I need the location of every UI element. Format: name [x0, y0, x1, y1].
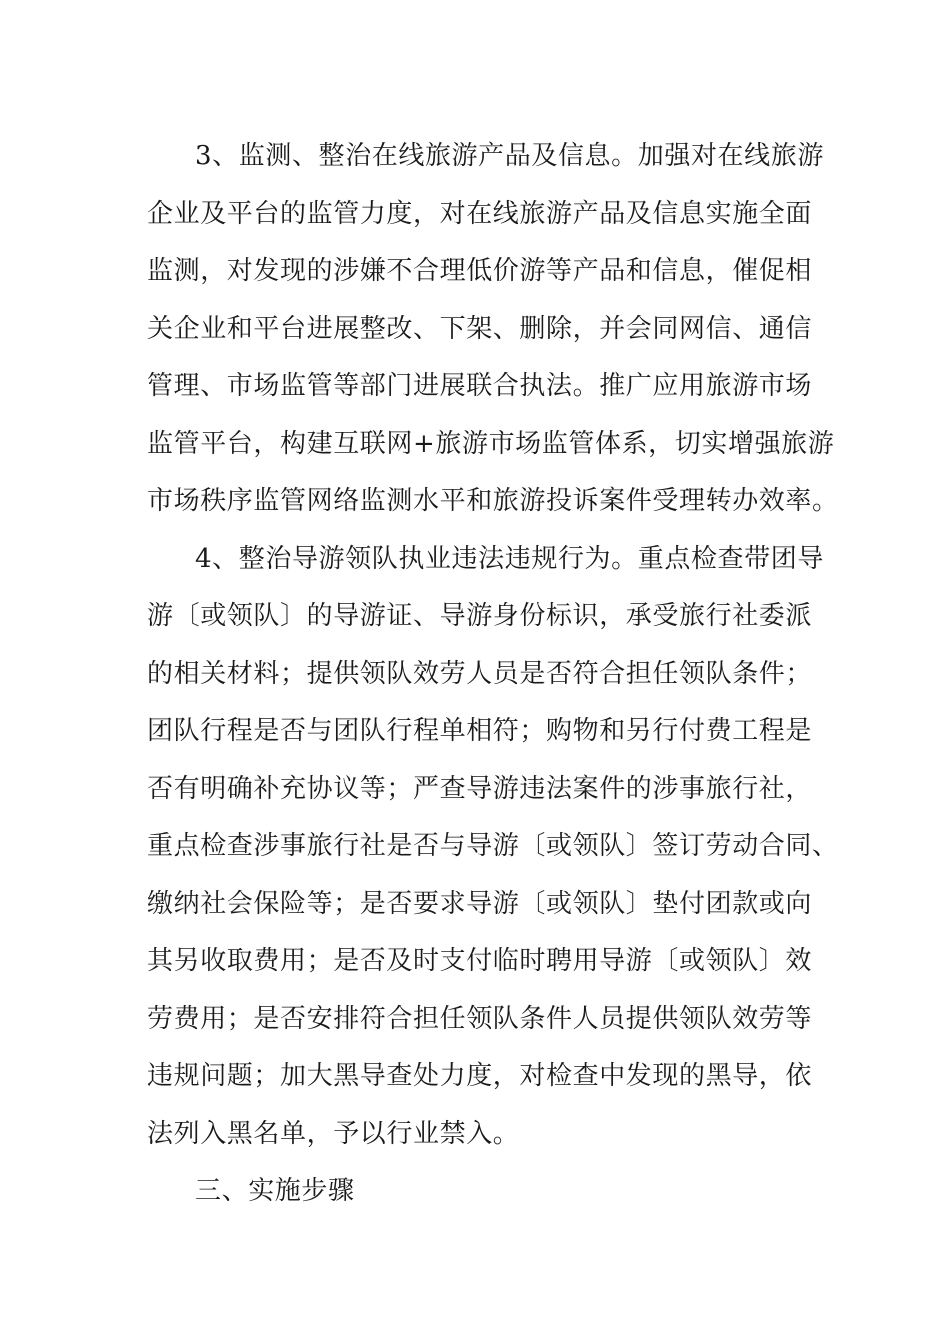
- paragraph-3-line-4: 关企业和平台进展整改、下架、删除，并会同网信、通信: [147, 313, 813, 344]
- paragraph-4-line-11: 法列入黑名单，予以行业禁入。: [147, 1118, 520, 1149]
- paragraph-3-line-5: 管理、市场监管等部门进展联合执法。推广应用旅游市场: [147, 371, 813, 401]
- paragraph-4-line-5: 否有明确补充协议等；严查导游违法案件的涉事旅行社，: [147, 773, 813, 804]
- paragraph-4-line-8: 其另收取费用；是否及时支付临时聘用导游〔或领队〕效: [147, 946, 813, 976]
- paragraph-3-line-1: 3、监测、整治在线旅游产品及信息。加强对在线旅游: [195, 141, 824, 171]
- paragraph-4-line-6: 重点检查涉事旅行社是否与导游〔或领队〕签订劳动合同、: [147, 831, 839, 861]
- paragraph-3-line-2: 企业及平台的监管力度，对在线旅游产品及信息实施全面: [147, 198, 813, 229]
- paragraph-4-line-9: 劳费用；是否安排符合担任领队条件人员提供领队效劳等: [147, 1003, 813, 1034]
- section-heading-implementation-steps: 三、实施步骤: [195, 1176, 355, 1206]
- paragraph-4-line-1: 4、整治导游领队执业违法违规行为。重点检查带团导: [195, 543, 824, 574]
- paragraph-4-line-7: 缴纳社会保险等；是否要求导游〔或领队〕垫付团款或向: [147, 888, 813, 919]
- document-body: [147, 128, 839, 1221]
- paragraph-4-line-4: 团队行程是否与团队行程单相符；购物和另行付费工程是: [147, 716, 813, 746]
- paragraph-3-line-6: 监管平台，构建互联网+旅游市场监管体系，切实增强旅游: [147, 428, 835, 459]
- paragraph-4-line-3: 的相关材料；提供领队效劳人员是否符合担任领队条件；: [147, 658, 813, 689]
- paragraph-3-line-7: 市场秩序监管网络监测水平和旅游投诉案件受理转办效率。: [147, 486, 839, 516]
- paragraph-3-line-3: 监测，对发现的涉嫌不合理低价游等产品和信息，催促相: [147, 256, 813, 286]
- paragraph-4-line-2: 游〔或领队〕的导游证、导游身份标识，承受旅行社委派: [147, 601, 813, 631]
- paragraph-4-line-10: 违规问题；加大黑导查处力度，对检查中发现的黑导，依: [147, 1061, 813, 1091]
